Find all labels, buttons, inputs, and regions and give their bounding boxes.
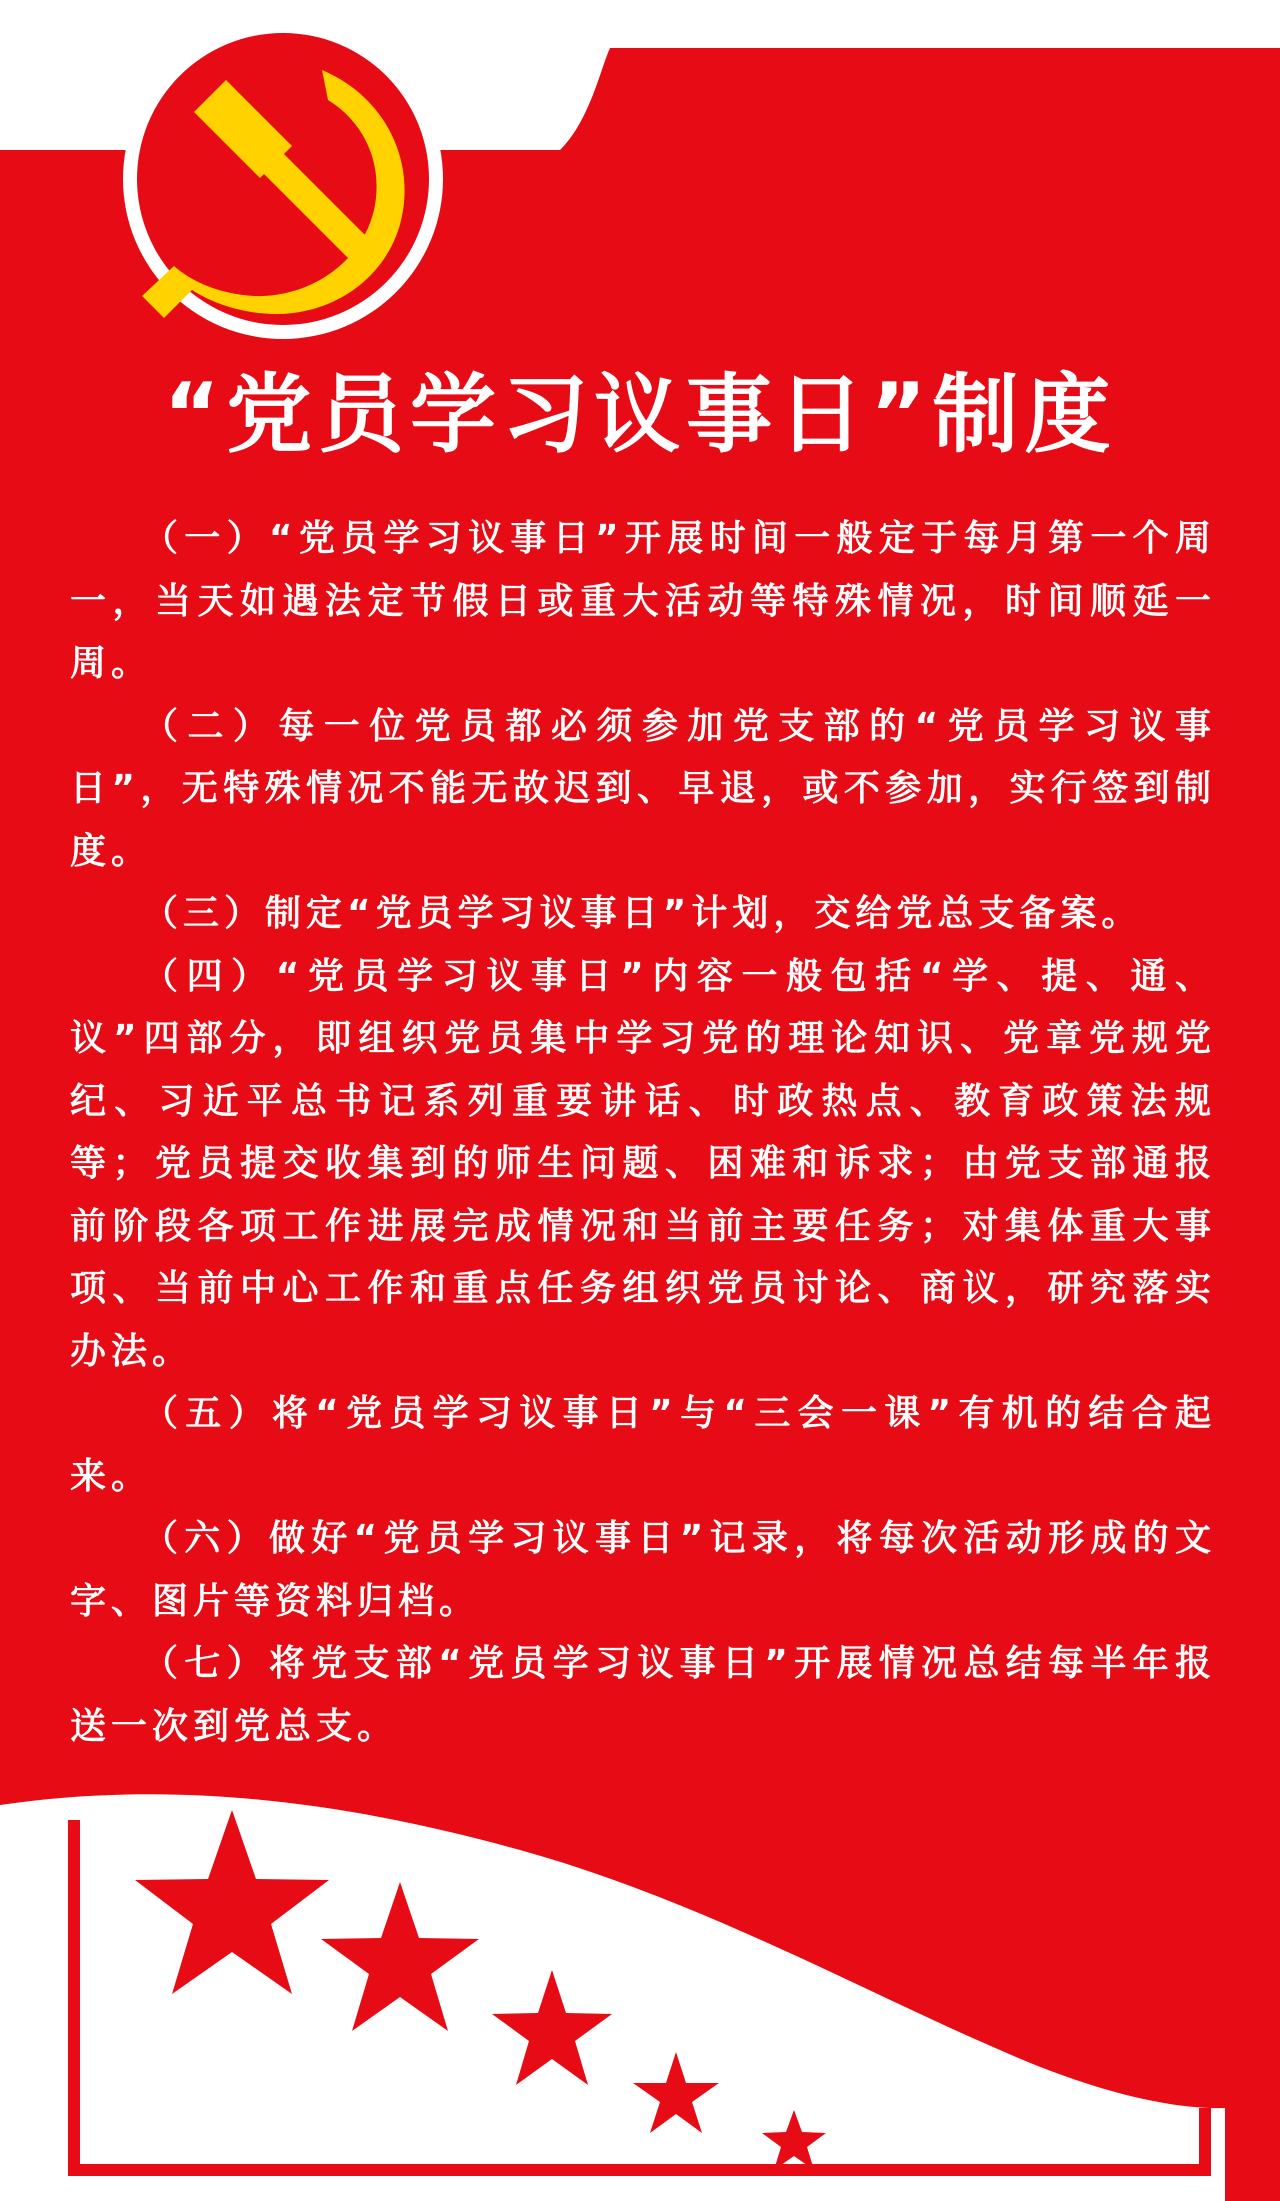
clause-4: （四）“党员学习议事日”内容一般包括“学、提、通、议”四部分，即组织党员集中学习党的理论知识、党章党规党纪、习近平总书记系列重要讲话、时政热点、教育政策法规等；党员提交收集到的师生问题、困难和诉求；由党支部通报前阶段各项工作进展完成情况和当前主要任务；对集体重大事项、当前中心工作和重点任务组织党员讨论、商议，研究落实办法。 (70, 955, 1216, 1372)
regulation-body (70, 508, 1216, 1758)
clause-1: （一）“党员学习议事日”开展时间一般定于每月第一个周一，当天如遇法定节假日或重大活动等特殊情况，时间顺延一周。 (70, 518, 1216, 684)
clause-6: （六）做好“党员学习议事日”记录，将每次活动形成的文字、图片等资料归档。 (70, 1518, 1216, 1622)
clause-5: （五）将“党员学习议事日”与“三会一课”有机的结合起来。 (70, 1393, 1216, 1497)
page-title: “党员学习议事日”制度 (163, 365, 1117, 465)
clause-2: （二）每一位党员都必须参加党支部的“党员学习议事日”，无特殊情况不能无故迟到、早退，或不参加，实行签到制度。 (70, 705, 1216, 872)
clause-7: （七）将党支部“党员学习议事日”开展情况总结每半年报送一次到党总支。 (70, 1643, 1216, 1747)
clause-3: （三）制定“党员学习议事日”计划，交给党总支备案。 (142, 893, 1143, 934)
party-emblem-icon (122, 18, 444, 340)
